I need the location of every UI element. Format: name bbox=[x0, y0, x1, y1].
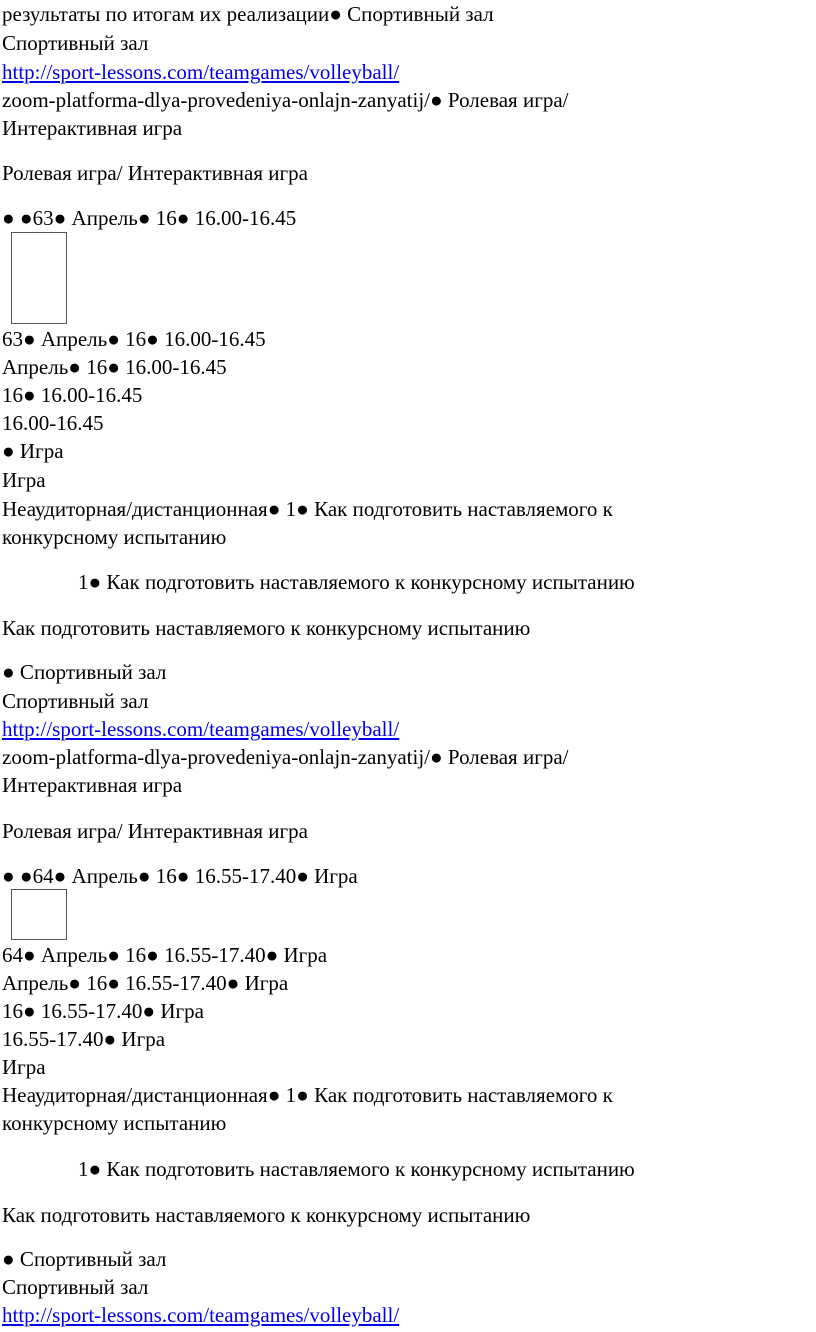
text-line: результаты по итогам их реализации● Спортивный зал bbox=[2, 2, 494, 26]
text-line: 16● 16.00-16.45 bbox=[2, 383, 143, 407]
text-line: Ролевая игра/ Интерактивная игра bbox=[2, 819, 308, 843]
text-line: 16.00-16.45 bbox=[2, 411, 104, 435]
text-line: 1● Как подготовить наставляемого к конкурсному испытанию bbox=[78, 1157, 635, 1181]
text-line: ● Спортивный зал bbox=[2, 660, 167, 684]
link-line bbox=[2, 58, 399, 86]
text-line: zoom-platforma-dlya-provedeniya-onlajn-zanyatij/● Ролевая игра/ bbox=[2, 88, 569, 112]
text-line: Неаудиторная/дистанционная● 1● Как подготовить наставляемого к bbox=[2, 1083, 613, 1107]
text-line: Интерактивная игра bbox=[2, 116, 183, 140]
text-line: Интерактивная игра bbox=[2, 773, 183, 797]
text-line: 64● Апрель● 16● 16.55-17.40● Игра bbox=[2, 943, 328, 967]
text-line: 16.55-17.40● Игра bbox=[2, 1027, 166, 1051]
text-line: Апрель● 16● 16.55-17.40● Игра bbox=[2, 971, 289, 995]
text-line: Спортивный зал bbox=[2, 31, 149, 55]
text-line: Игра bbox=[2, 1055, 46, 1079]
text-line: конкурсному испытанию bbox=[2, 1111, 227, 1135]
volleyball-link[interactable]: http://sport-lessons.com/teamgames/volleyball/ bbox=[2, 1303, 400, 1327]
text-line: Апрель● 16● 16.00-16.45 bbox=[2, 355, 227, 379]
link-line bbox=[2, 715, 399, 743]
text-line: ● Спортивный зал bbox=[2, 1247, 167, 1271]
text-line: 1● Как подготовить наставляемого к конкурсному испытанию bbox=[78, 570, 635, 594]
empty-frame bbox=[11, 889, 67, 940]
text-line: 63● Апрель● 16● 16.00-16.45 bbox=[2, 327, 266, 351]
text-line: Игра bbox=[2, 468, 46, 492]
text-line: ● ●64● Апрель● 16● 16.55-17.40● Игра bbox=[2, 864, 358, 888]
text-line: Спортивный зал bbox=[2, 689, 149, 713]
text-line: ● ●63● Апрель● 16● 16.00-16.45 bbox=[2, 206, 297, 230]
text-line: конкурсному испытанию bbox=[2, 525, 227, 549]
text-line: Как подготовить наставляемого к конкурсному испытанию bbox=[2, 616, 531, 640]
volleyball-link[interactable]: http://sport-lessons.com/teamgames/volleyball/ bbox=[2, 60, 400, 84]
text-line: Как подготовить наставляемого к конкурсному испытанию bbox=[2, 1203, 531, 1227]
text-line: 16● 16.55-17.40● Игра bbox=[2, 999, 204, 1023]
text-line: Спортивный зал bbox=[2, 1275, 149, 1299]
volleyball-link[interactable]: http://sport-lessons.com/teamgames/volleyball/ bbox=[2, 717, 400, 741]
text-line: Ролевая игра/ Интерактивная игра bbox=[2, 161, 308, 185]
empty-frame bbox=[11, 232, 67, 324]
text-line: Неаудиторная/дистанционная● 1● Как подготовить наставляемого к bbox=[2, 497, 613, 521]
text-line: ● Игра bbox=[2, 439, 64, 463]
text-line: zoom-platforma-dlya-provedeniya-onlajn-zanyatij/● Ролевая игра/ bbox=[2, 745, 569, 769]
link-line bbox=[2, 1301, 399, 1329]
